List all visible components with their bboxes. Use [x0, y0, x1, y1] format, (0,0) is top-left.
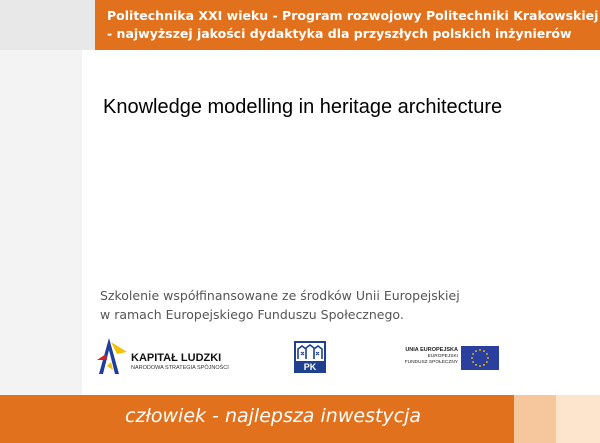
cofinancing-line-2: w ramach Europejskiego Funduszu Społecznego. — [100, 307, 404, 322]
footer-band — [0, 395, 600, 443]
kapital-ludzki-title: KAPITAŁ LUDZKI — [131, 352, 222, 364]
kapital-ludzki-subtitle: NARODOWA STRATEGIA SPÓJNOŚCI — [131, 365, 229, 371]
footer-accent-light — [514, 395, 556, 443]
left-side-strip — [0, 50, 82, 395]
eu-subtitle-2: FUNDUSZ SPOŁECZNY — [404, 360, 458, 365]
eu-logo-text — [392, 347, 458, 366]
cofinancing-line-1: Szkolenie współfinansowane ze środków Unii Europejskiej — [100, 288, 460, 303]
pk-mark: PK — [303, 362, 317, 372]
header-left-strip — [0, 0, 95, 50]
header-title-block — [95, 0, 600, 50]
slide-title: Knowledge modelling in heritage architecture — [103, 96, 503, 118]
footer-accent-pale — [556, 395, 600, 443]
eu-title: UNIA EUROPEJSKA — [405, 347, 458, 353]
politechnika-krakowska-logo — [293, 340, 327, 374]
eu-flag-icon — [461, 346, 499, 370]
header-band — [0, 0, 600, 50]
eu-subtitle-1: EUROPEJSKI — [427, 354, 458, 359]
footer-tagline: człowiek - najlepsza inwestycja — [125, 405, 422, 427]
program-title: Politechnika XXI wieku - Program rozwojowy Politechniki Krakowskiej — [107, 8, 599, 23]
program-subtitle: - najwyższej jakości dydaktyka dla przyszłych polskich inżynierów — [107, 26, 572, 41]
kapital-ludzki-icon — [97, 336, 129, 376]
cofinancing-note — [100, 286, 460, 324]
kapital-ludzki-logo — [97, 336, 237, 376]
